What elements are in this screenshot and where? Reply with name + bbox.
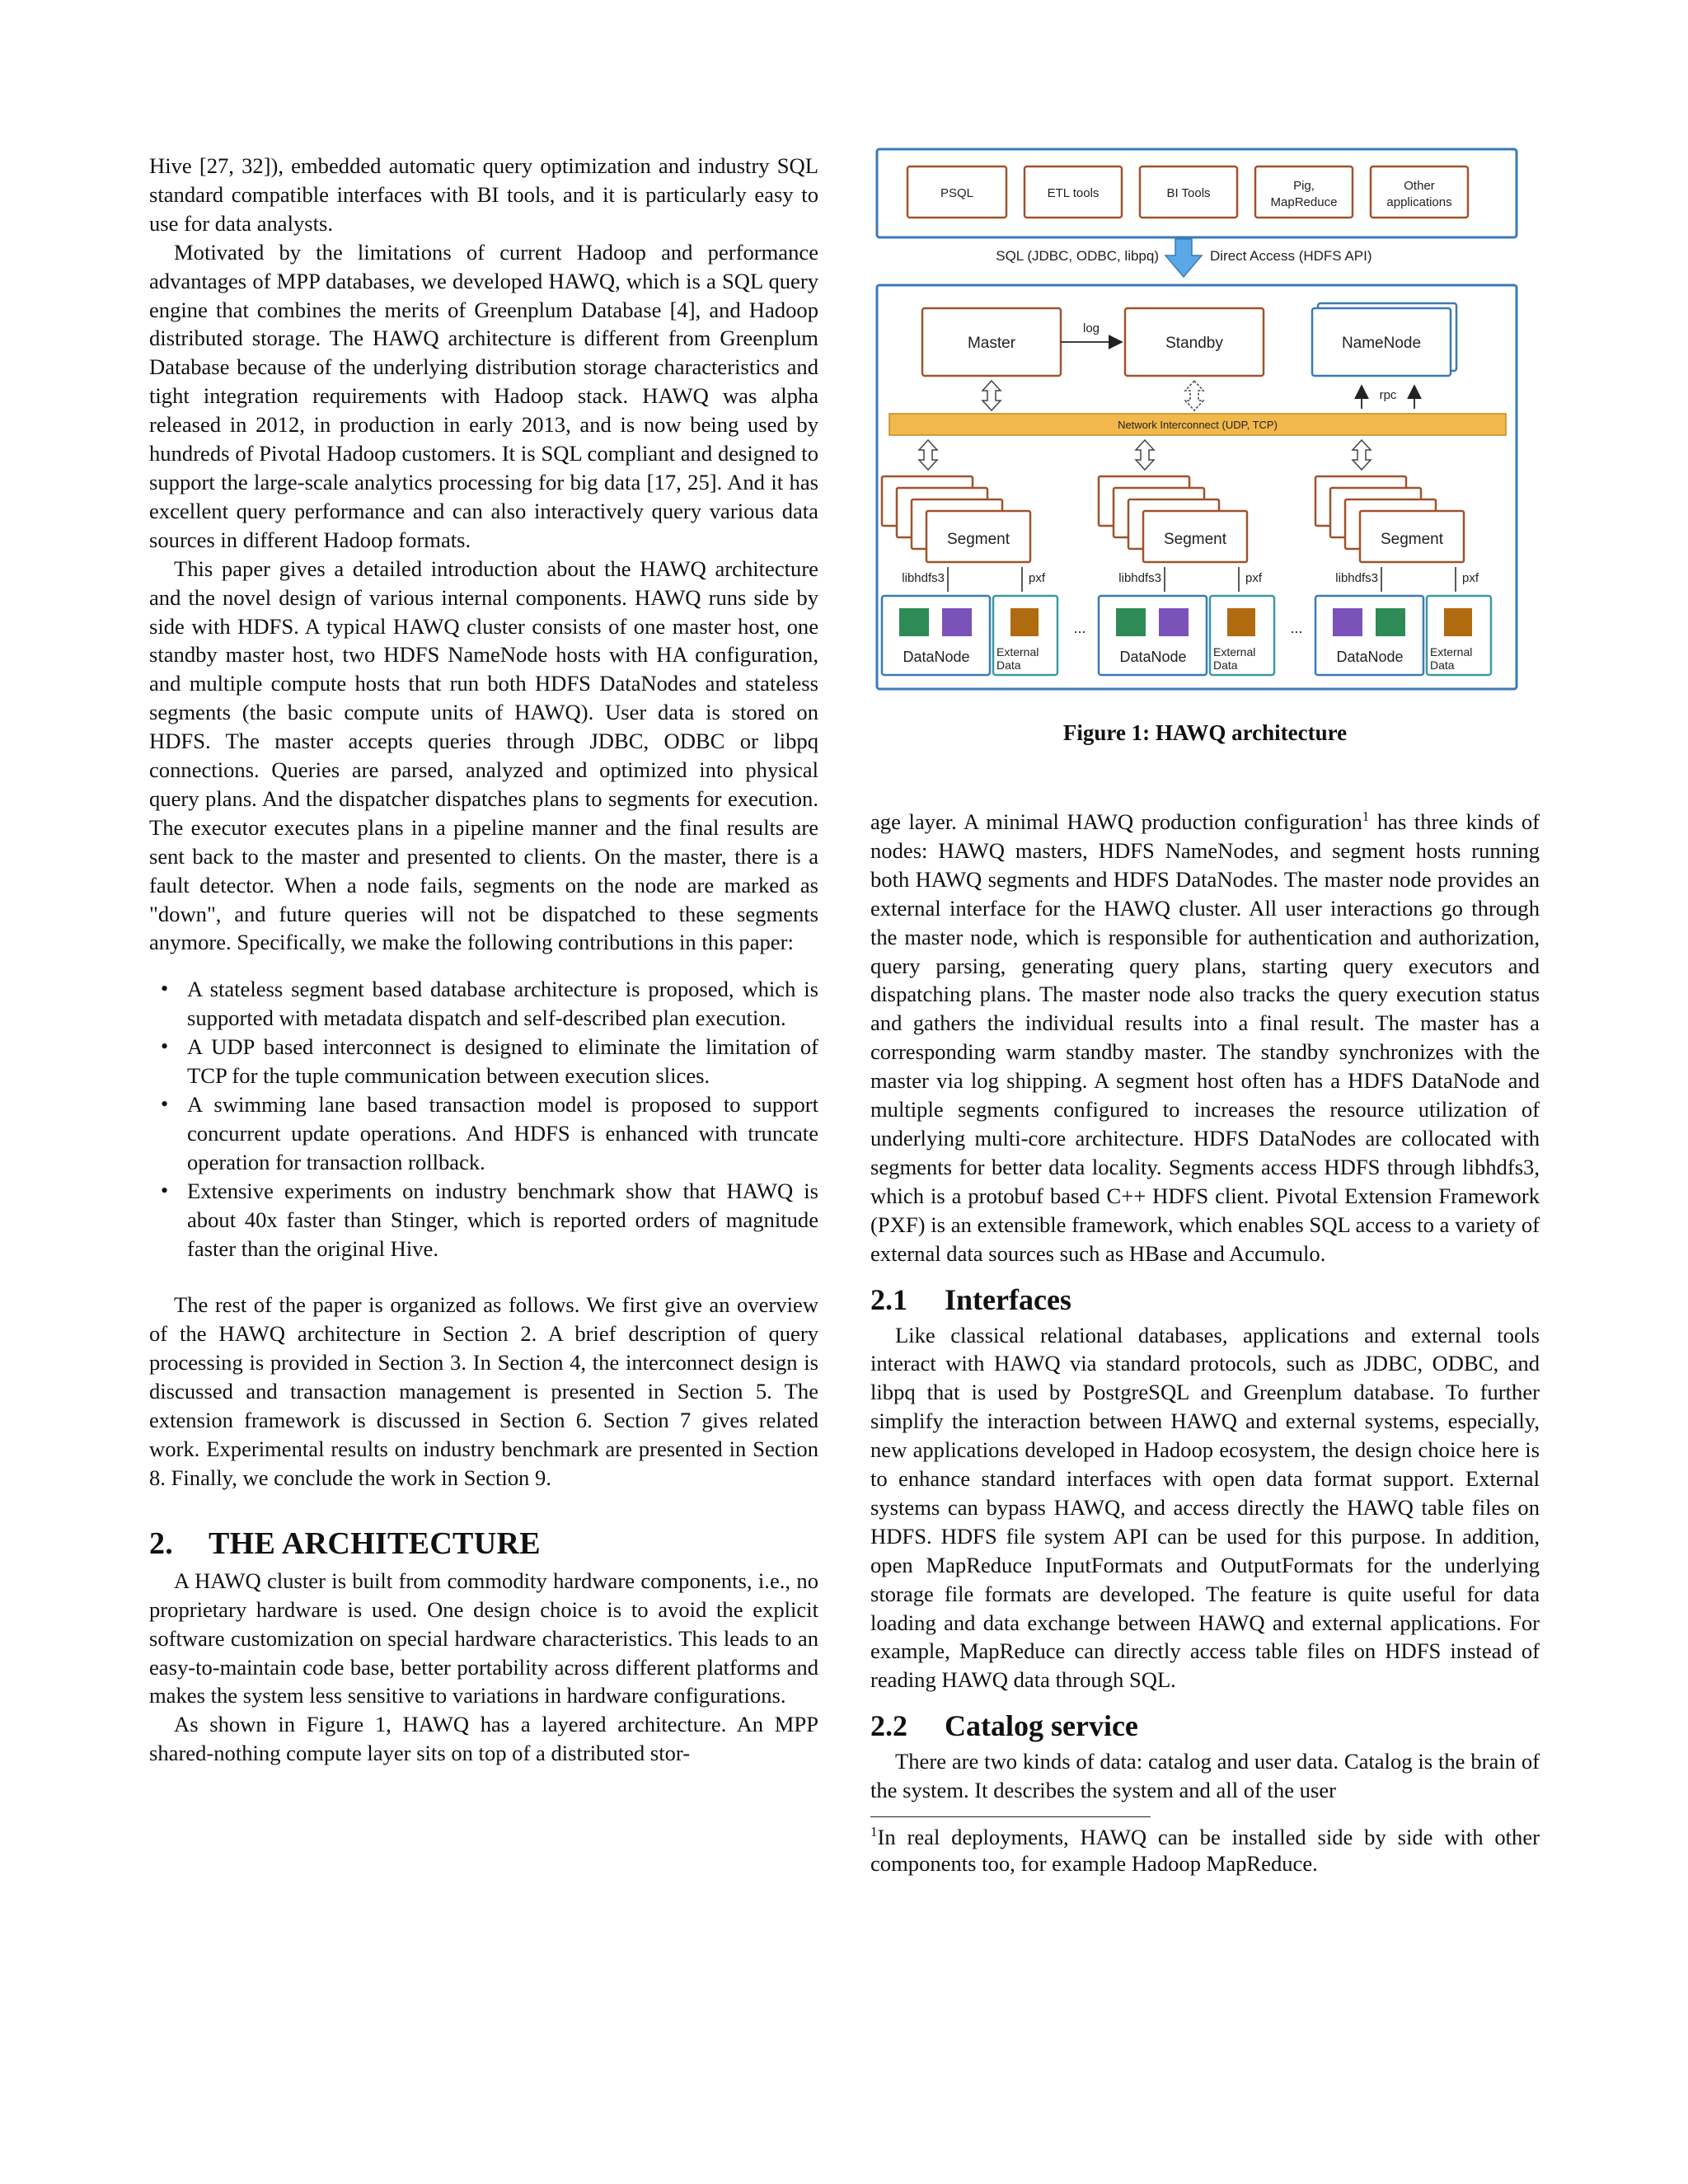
datanode-label: DataNode — [1336, 649, 1404, 665]
data-block-icon — [1159, 608, 1189, 636]
segment-label: Segment — [1163, 531, 1227, 548]
paragraph-overview: This paper gives a detailed introduction about the HAWQ architecture and the novel design of various internal components. HAWQ runs side by side with HDFS. A typical HAWQ cluster consists of one master host, one standby master host, two HDFS NameNode hosts with HA configuration, and multiple compute hosts that run both HDFS DataNodes and stateless segments (the basic compute units of HAWQ). User data is stored on HDFS. The master accepts queries through JDBC, ODBC or libpq connections. Queries are parsed, analyzed and optimized into physical query plans. And the dispatcher dispatches plans to segments for execution. The executor executes plans in a pipeline manner and the final results are sent back to the master and presented to clients. On the master, there is a fault detector. When a node fails, segments on the node are marked as "down", and future queries will not be dispatched to these segments anymore. Specifically, we make the following contributions in this paper: — [149, 555, 818, 955]
segment-link-icon — [1353, 440, 1371, 470]
figure-caption: Figure 1: HAWQ architecture — [1062, 720, 1348, 745]
log-label: log — [1082, 321, 1100, 335]
section-title: THE ARCHITECTURE — [209, 1526, 541, 1561]
paragraph-motivation: Motivated by the limitations of current Hadoop and performance advantages of MPP databases, we developed HAWQ, which is a SQL query engine that combines the merits of Greenplum Database [4], and Hadoop distributed storage. The HAWQ architecture is different from Greenplum Database because of the underlying distribution storage characteristics and tight integration requirements with Hadoop stack. HAWQ was alpha released in 2012, in production in early 2013, and is now being used by hundreds of Pivotal Hadoop customers. It is SQL compliant and designed to support the large-scale analytics processing for big data [17, 25]. And it has excellent query performance and can also interactively query various data sources in different Hadoop formats. — [149, 239, 818, 552]
subsection-number: 2.2 — [870, 1709, 907, 1743]
paragraph-organization: The rest of the paper is organized as follows. We first give an overview of the HAWQ architecture in Section 2. A brief description of query processing is provided in Section 3. In Section 4, the interconnect design is discussed and transaction management is presented in Section 5. The extension framework is discussed in Section 6. Section 7 gives related work. Experimental results on industry benchmark are presented in Section 8. Finally, we conclude the work in Section 9. — [149, 1292, 818, 1490]
external-label: External — [1430, 645, 1473, 658]
interconnect-label: Network Interconnect (UDP, TCP) — [1118, 419, 1278, 431]
pxf-label: pxf — [1245, 571, 1262, 585]
footnote-text: In real deployments, HAWQ can be installed side by side with other components too, for example Hadoop MapReduce. — [870, 1825, 1540, 1877]
subsection-2-2-heading — [870, 1708, 1540, 1744]
architecture-diagram — [870, 147, 1540, 707]
ellipsis: ... — [1290, 620, 1303, 636]
contribution-item: • A swimming lane based transaction model is proposed to support concurrent update operations. And HDFS is enhanced with truncate operation for transaction rollback. — [149, 1090, 818, 1177]
pxf-label: pxf — [1028, 571, 1045, 585]
footnote-rule — [870, 1816, 1151, 1817]
sql-interface-label: SQL (JDBC, ODBC, libpq) — [996, 248, 1159, 264]
subsection-number: 2.1 — [870, 1282, 907, 1316]
storage-text-a: age layer. A minimal HAWQ production configuration — [870, 809, 1362, 834]
ellipsis: ... — [1073, 620, 1086, 636]
master-link-icon — [982, 381, 1001, 410]
contribution-item: • A stateless segment based database architecture is proposed, which is supported with metadata dispatch and self-described plan execution. — [149, 975, 818, 1033]
external-label: External — [1213, 645, 1256, 658]
data-block-icon — [1333, 608, 1362, 636]
external-block-icon — [1227, 608, 1255, 636]
segment-link-icon — [919, 440, 937, 470]
mapreduce-label: MapReduce — [1270, 195, 1338, 209]
subsection-2-1-heading — [870, 1282, 1540, 1318]
paragraph-architecture-1: A HAWQ cluster is built from commodity hardware components, i.e., no proprietary hardware is used. One design choice is to avoid the explicit software customization on special hardware characteristics. This leads to an easy-to-maintain code base, better portability across different platforms and makes the system less sensitive to variations in hardware configurations. — [149, 1568, 818, 1708]
direct-access-label: Direct Access (HDFS API) — [1210, 248, 1372, 264]
data-label: Data — [1213, 658, 1238, 672]
paragraph-interfaces: Like classical relational databases, applications and external tools interact with HAWQ via standard protocols, such as JDBC, ODBC, and libpq that is used by PostgreSQL and Greenplum database. To further simplify the interaction between HAWQ and external systems, especially, new applications developed in Hadoop ecosystem, the design choice here is to enhance standard interfaces with open data format support. External systems can bypass HAWQ, and access directly the HAWQ table files on HDFS. HDFS file system API can be used for this purpose. In addition, open MapReduce InputFormats and OutputFormats for the underlying storage file formats are developed. The feature is quite useful for data loading and data exchange between HAWQ and external applications. For example, MapReduce can directly access table files on HDFS instead of reading HAWQ data through SQL. — [870, 1322, 1540, 1693]
rpc-label: rpc — [1379, 388, 1397, 402]
bi-tools-label: BI Tools — [1166, 186, 1211, 200]
right-column — [870, 808, 1540, 1877]
namenode-label: NameNode — [1341, 335, 1422, 352]
other-label: Other — [1404, 179, 1435, 193]
storage-text-b: has three kinds of nodes: HAWQ masters, HDFS NameNodes, and segment hosts running both HAWQ segments and HDFS DataNodes. The master node provides an external interface for the HAWQ cluster. All user interactions go through the master node, which is responsible for authentication and authorization, query parsing, generating query plans, starting query executors and dispatching plans. The master node also tracks the query execution status and gathers the individual results into a final result. The master has a corresponding warm standby master. The standby synchronizes with the master via log shipping. A segment host often has a HDFS DataNode and multiple segments configured to increases the resource utilization of underlying multi-core architecture. HDFS DataNodes are collocated with segments for better data locality. Segments access HDFS through libhdfs3, which is a protobuf based C++ HDFS client. Pivotal Extension Framework (PXF) is an extensible framework, which enables SQL access to a variety of external data sources such as HBase and Accumulo. — [870, 809, 1540, 1266]
paragraph-architecture-2: As shown in Figure 1, HAWQ has a layered architecture. An MPP shared-nothing compute layer sits on top of a distributed stor- — [149, 1712, 818, 1766]
left-column — [149, 152, 818, 1768]
section-number: 2. — [149, 1526, 174, 1561]
footnote-number: 1 — [870, 1824, 878, 1840]
subsection-title: Catalog service — [945, 1709, 1138, 1743]
paragraph-intro-continued: Hive [27, 32]), embedded automatic query optimization and industry SQL standard compatible interfaces with BI tools, and it is particularly easy to use for data analysts. — [149, 153, 818, 236]
contributions-list — [149, 975, 818, 1263]
data-block-icon — [1376, 608, 1405, 636]
pxf-label: pxf — [1461, 571, 1479, 585]
psql-label: PSQL — [940, 186, 974, 200]
external-block-icon — [1010, 608, 1039, 636]
paragraph-storage-layer — [870, 808, 1540, 1268]
segment-link-icon — [1136, 440, 1154, 470]
architecture-figure — [870, 147, 1540, 748]
contribution-item: • Extensive experiments on industry benchmark show that HAWQ is about 40x faster than Stinger, which is reported orders of magnitude faster than the original Hive. — [149, 1177, 818, 1263]
datanode-label: DataNode — [903, 649, 970, 665]
standby-label: Standby — [1165, 335, 1223, 352]
footnote — [870, 1824, 1540, 1877]
data-block-icon — [899, 608, 929, 636]
data-label: Data — [996, 658, 1021, 672]
pig-label: Pig, — [1293, 179, 1315, 193]
libhdfs3-label: libhdfs3 — [902, 571, 945, 585]
data-label: Data — [1430, 658, 1455, 672]
etl-tools-label: ETL tools — [1047, 186, 1100, 200]
footnote-mark: 1 — [1362, 808, 1370, 825]
paragraph-catalog: There are two kinds of data: catalog and user data. Catalog is the brain of the system. It describes the system and all of the user — [870, 1749, 1540, 1803]
contribution-item: • A UDP based interconnect is designed to eliminate the limitation of TCP for the tuple communication between execution slices. — [149, 1033, 818, 1090]
down-arrow-icon — [1165, 239, 1202, 277]
datanode-label: DataNode — [1119, 649, 1187, 665]
external-block-icon — [1444, 608, 1472, 636]
data-block-icon — [1116, 608, 1146, 636]
external-label: External — [996, 645, 1039, 658]
segment-label: Segment — [1380, 531, 1444, 548]
applications-label: applications — [1386, 195, 1452, 209]
master-label: Master — [967, 335, 1016, 352]
subsection-title: Interfaces — [945, 1282, 1071, 1316]
segment-label: Segment — [946, 531, 1010, 548]
data-block-icon — [942, 608, 972, 636]
section-2-heading — [149, 1526, 818, 1562]
standby-link-icon — [1185, 381, 1203, 410]
libhdfs3-label: libhdfs3 — [1335, 571, 1378, 585]
libhdfs3-label: libhdfs3 — [1118, 571, 1161, 585]
